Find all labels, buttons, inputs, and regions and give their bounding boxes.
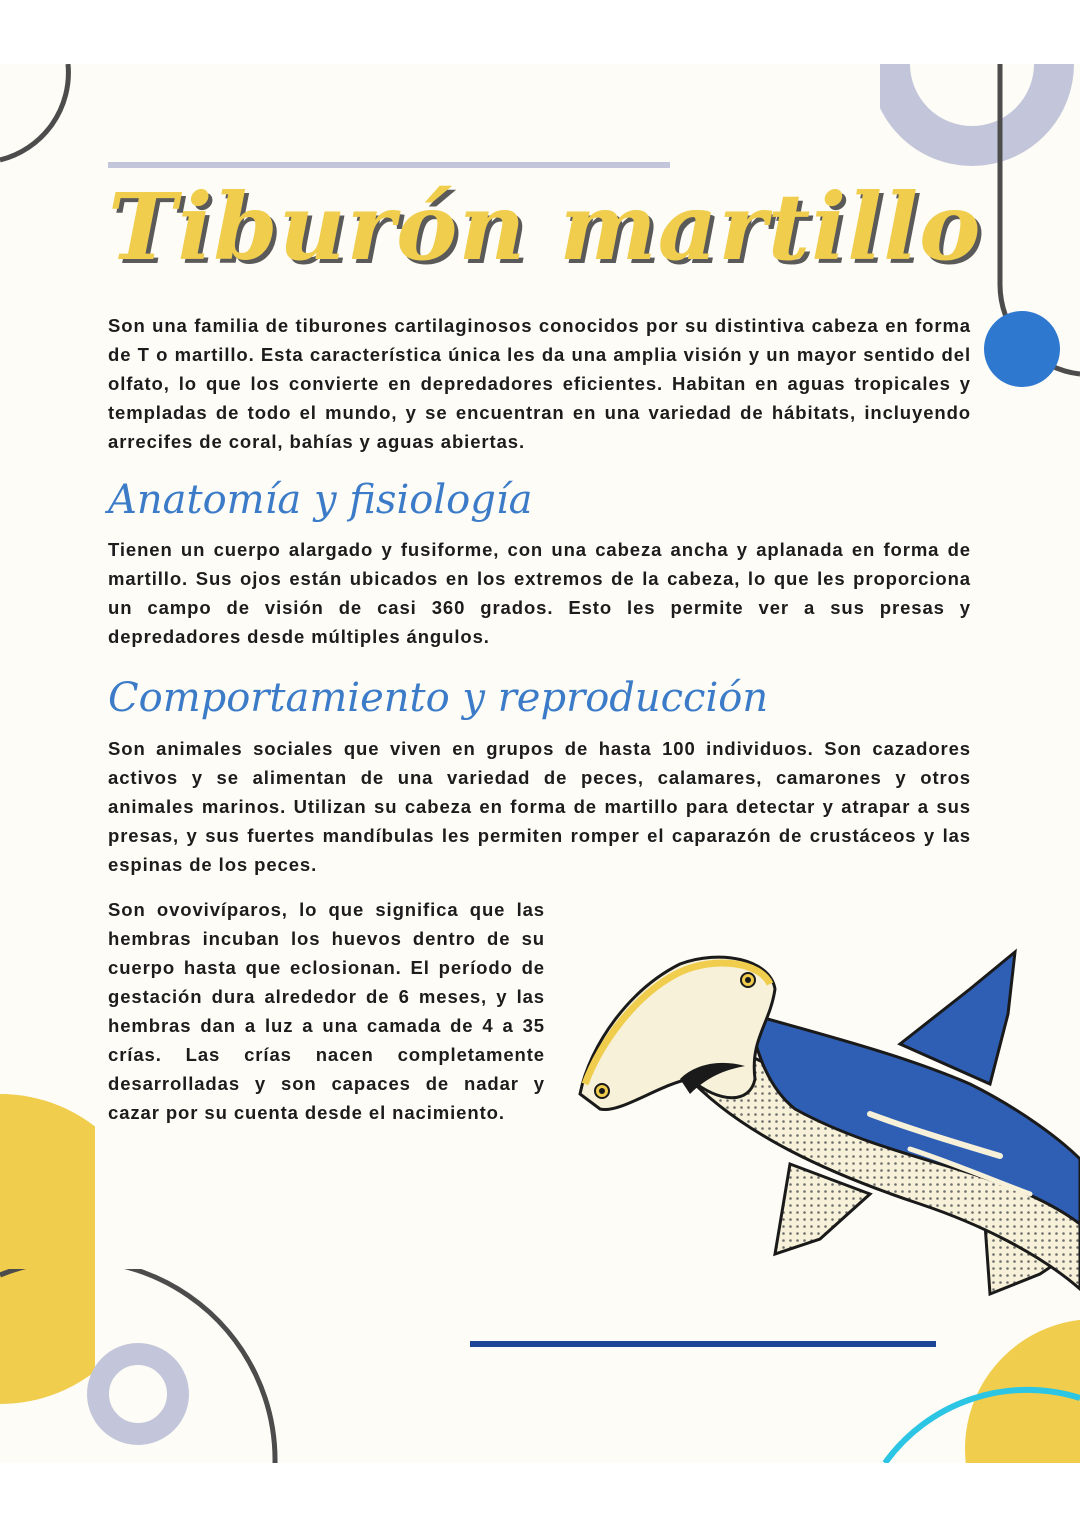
decorative-dot-blue bbox=[982, 309, 1062, 389]
document-page bbox=[0, 64, 1080, 1463]
decorative-arc-cyan bbox=[880, 1384, 1080, 1463]
bottom-rule bbox=[470, 1341, 936, 1349]
heading-comportamiento: Comportamiento y reproducción bbox=[108, 675, 769, 721]
decorative-ring-bottom-left bbox=[86, 1342, 190, 1446]
intro-paragraph: Son una familia de tiburones cartilaginosos conocidos por su distintiva cabeza en forma de T o martillo. Esta característica única les da una amplia visión y un mayor sentido del olfato, lo que los convierte en depredadores eficientes. Habitan en aguas tropicales y templadas de todo el mundo, y se encuentran en una variedad de hábitats, incluyendo arrecifes de coral, bahías y aguas abiertas. bbox=[108, 315, 971, 452]
comportamiento-paragraph: Son animales sociales que viven en grupos de hasta 100 individuos. Son cazadores activos y se alimentan de una variedad de peces, calamares, camarones y otros animales marinos. Utilizan su cabeza en forma de martillo para detectar y atrapar a sus presas, y sus fuertes mandíbulas les permiten romper el caparazón de crustáceos y las espinas de los peces. bbox=[108, 738, 971, 875]
hammerhead-shark-icon bbox=[570, 894, 1080, 1304]
reproduccion-paragraph: Son ovovivíparos, lo que significa que las hembras incuban los huevos dentro de su cuerpo hasta que eclosionan. El período de gestación dura alrededor de 6 meses, y las hembras dan a luz a una camada de 4 a 35 crías. Las crías nacen completamente desarrolladas y son capaces de nadar y cazar por su cuenta desde el nacimiento. bbox=[108, 899, 545, 1123]
page-title: Tiburón martillo bbox=[108, 173, 982, 281]
anatomia-paragraph: Tienen un cuerpo alargado y fusiforme, con una cabeza ancha y aplanada en forma de martillo. Sus ojos están ubicados en los extremos de la cabeza, lo que les proporciona un campo de visión de casi 360 grados. Esto les permite ver a sus presas y depredadores desde múltiples ángulos. bbox=[108, 539, 971, 647]
decorative-arc-top-left bbox=[0, 64, 90, 184]
title-rule bbox=[108, 162, 670, 170]
heading-anatomia: Anatomía y fisiología bbox=[108, 477, 533, 523]
